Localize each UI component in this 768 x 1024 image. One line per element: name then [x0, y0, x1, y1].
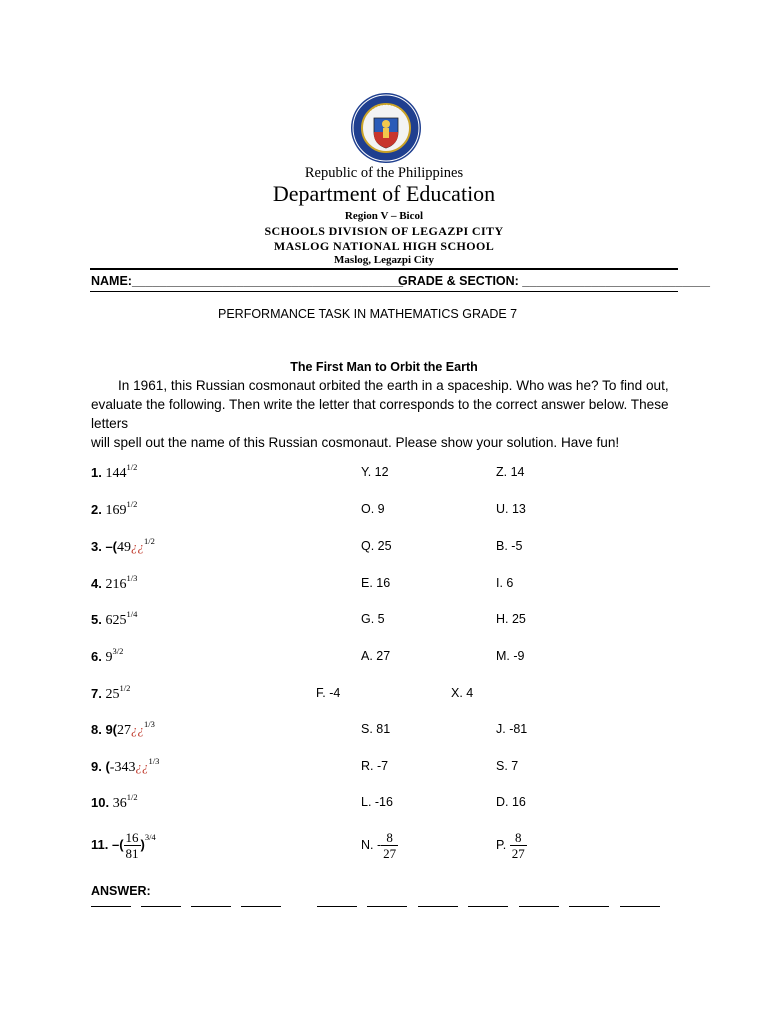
choice-option: G. 5: [361, 612, 385, 626]
question-exponent: 1/2: [144, 536, 155, 546]
fraction-denominator: 81: [125, 846, 139, 861]
question-exponent: 1/2: [126, 462, 138, 472]
question-base: 169: [105, 503, 127, 518]
question-number: 5.: [91, 612, 102, 627]
choice-option: X. 4: [451, 686, 474, 700]
question-exponent: 1/4: [126, 609, 138, 619]
fraction-numerator: 8: [510, 830, 527, 846]
question-exponent: 3/2: [112, 646, 124, 656]
question-number: 2.: [91, 502, 102, 517]
answer-blank[interactable]: [569, 905, 609, 907]
school-name: MASLOG NATIONAL HIGH SCHOOL: [273, 239, 495, 253]
question-exponent: 1/3: [144, 719, 155, 729]
question-base: 625: [105, 613, 127, 628]
instruction-line: In 1961, this Russian cosmonaut orbited the earth in a spaceship. Who was he? To find out,: [118, 378, 669, 393]
choice-option: L. -16: [361, 795, 393, 809]
answer-blank[interactable]: [317, 905, 357, 907]
choice-option: F. -4: [316, 686, 341, 700]
choice-option: Y. 12: [361, 465, 389, 479]
choice-fraction: [510, 830, 527, 861]
choice-fraction: [381, 830, 398, 861]
puzzle-title: The First Man to Orbit the Earth: [290, 360, 478, 374]
form-divider: [90, 291, 678, 292]
question-item: [91, 646, 124, 666]
choice-option: D. 16: [496, 795, 526, 809]
choice-option: I. 6: [496, 576, 514, 590]
question-number: 8. 9(: [91, 722, 118, 737]
question-item: [91, 536, 155, 556]
question-exponent: 1/2: [119, 683, 131, 693]
question-base: 36: [112, 796, 127, 811]
question-fraction: [124, 830, 141, 861]
choice-option: A. 27: [361, 649, 391, 663]
puzzle-instructions: [91, 376, 691, 452]
render-error-glyph: ¿¿: [131, 539, 145, 554]
choice-option: M. -9: [496, 649, 525, 663]
choice-option: [361, 830, 398, 861]
question-base: 144: [105, 466, 127, 481]
header-divider: [90, 268, 678, 270]
question-number: 9. (: [91, 759, 110, 774]
answer-blank[interactable]: [367, 905, 407, 907]
choice-option: O. 9: [361, 502, 385, 516]
deped-seal-logo: [350, 92, 422, 164]
choice-prefix: P.: [496, 837, 507, 852]
choice-option: E. 16: [361, 576, 391, 590]
fraction-numerator: 8: [381, 830, 398, 846]
question-number: 7.: [91, 686, 102, 701]
question-exponent: 1/3: [148, 756, 160, 766]
division-line: SCHOOLS DIVISION OF LEGAZPI CITY: [264, 224, 504, 238]
choice-option: Z. 14: [496, 465, 525, 479]
name-field-label: NAME:_______________________________________: [91, 274, 404, 288]
grade-section-field-label: GRADE & SECTION: ___________________________: [398, 274, 711, 288]
question-number: 10.: [91, 795, 110, 810]
choice-option: S. 7: [496, 759, 519, 773]
task-title: PERFORMANCE TASK IN MATHEMATICS GRADE 7: [218, 307, 518, 321]
choice-option: [496, 830, 527, 861]
question-item: [91, 830, 156, 861]
question-number: 1.: [91, 465, 102, 480]
question-item: [91, 609, 138, 629]
answer-blank[interactable]: [519, 905, 559, 907]
country-heading: Republic of the Philippines: [304, 165, 464, 181]
question-base: 9: [105, 650, 113, 665]
answer-blank[interactable]: [91, 905, 131, 907]
question-number: 4.: [91, 576, 102, 591]
answer-blank[interactable]: [141, 905, 181, 907]
question-item: [91, 756, 160, 776]
answer-blank[interactable]: [620, 905, 660, 907]
choice-prefix: N. -: [361, 837, 382, 852]
question-base: 49: [117, 540, 132, 555]
answer-blank[interactable]: [418, 905, 458, 907]
question-base: 25: [105, 687, 120, 702]
instruction-line: will spell out the name of this Russian cosmonaut. Please show your solution. Have fun!: [91, 435, 620, 450]
question-item: [91, 719, 155, 739]
question-base: -343: [109, 760, 136, 775]
instruction-line: evaluate the following. Then write the letter that corresponds to the correct answer below. These letters: [91, 397, 669, 431]
choice-option: U. 13: [496, 502, 526, 516]
choice-option: Q. 25: [361, 539, 392, 553]
question-exponent: 1/3: [126, 573, 138, 583]
render-error-glyph: ¿¿: [131, 722, 145, 737]
question-exponent: 3/4: [144, 831, 156, 842]
fraction-denominator: 27: [511, 846, 525, 861]
question-item: [91, 462, 138, 482]
question-number: 11. –(: [91, 836, 124, 852]
question-exponent: 1/2: [126, 792, 138, 802]
region-line: Region V – Bicol: [344, 210, 424, 222]
answer-label: ANSWER:: [91, 884, 151, 898]
fraction-numerator: 16: [125, 830, 139, 845]
choice-option: S. 81: [361, 722, 391, 736]
choice-option: H. 25: [496, 612, 526, 626]
question-base: 27: [117, 723, 132, 738]
choice-option: R. -7: [361, 759, 389, 773]
choice-option: B. -5: [496, 539, 523, 553]
question-base: 216: [105, 577, 127, 592]
question-item: [91, 573, 138, 593]
school-address: Maslog, Legazpi City: [334, 254, 434, 266]
answer-blank[interactable]: [241, 905, 281, 907]
render-error-glyph: ¿¿: [135, 759, 149, 774]
answer-blank[interactable]: [191, 905, 231, 907]
question-exponent: 1/2: [126, 499, 138, 509]
question-number: 6.: [91, 649, 102, 664]
question-item: [91, 792, 138, 812]
department-title: Department of Education: [272, 181, 496, 206]
fraction-denominator: 27: [383, 846, 397, 861]
question-item: [91, 499, 138, 519]
closing-parenthesis: ): [140, 836, 145, 852]
question-item: [91, 683, 131, 703]
answer-blank[interactable]: [468, 905, 508, 907]
question-number: 3. –(: [91, 539, 118, 554]
choice-option: J. -81: [496, 722, 528, 736]
